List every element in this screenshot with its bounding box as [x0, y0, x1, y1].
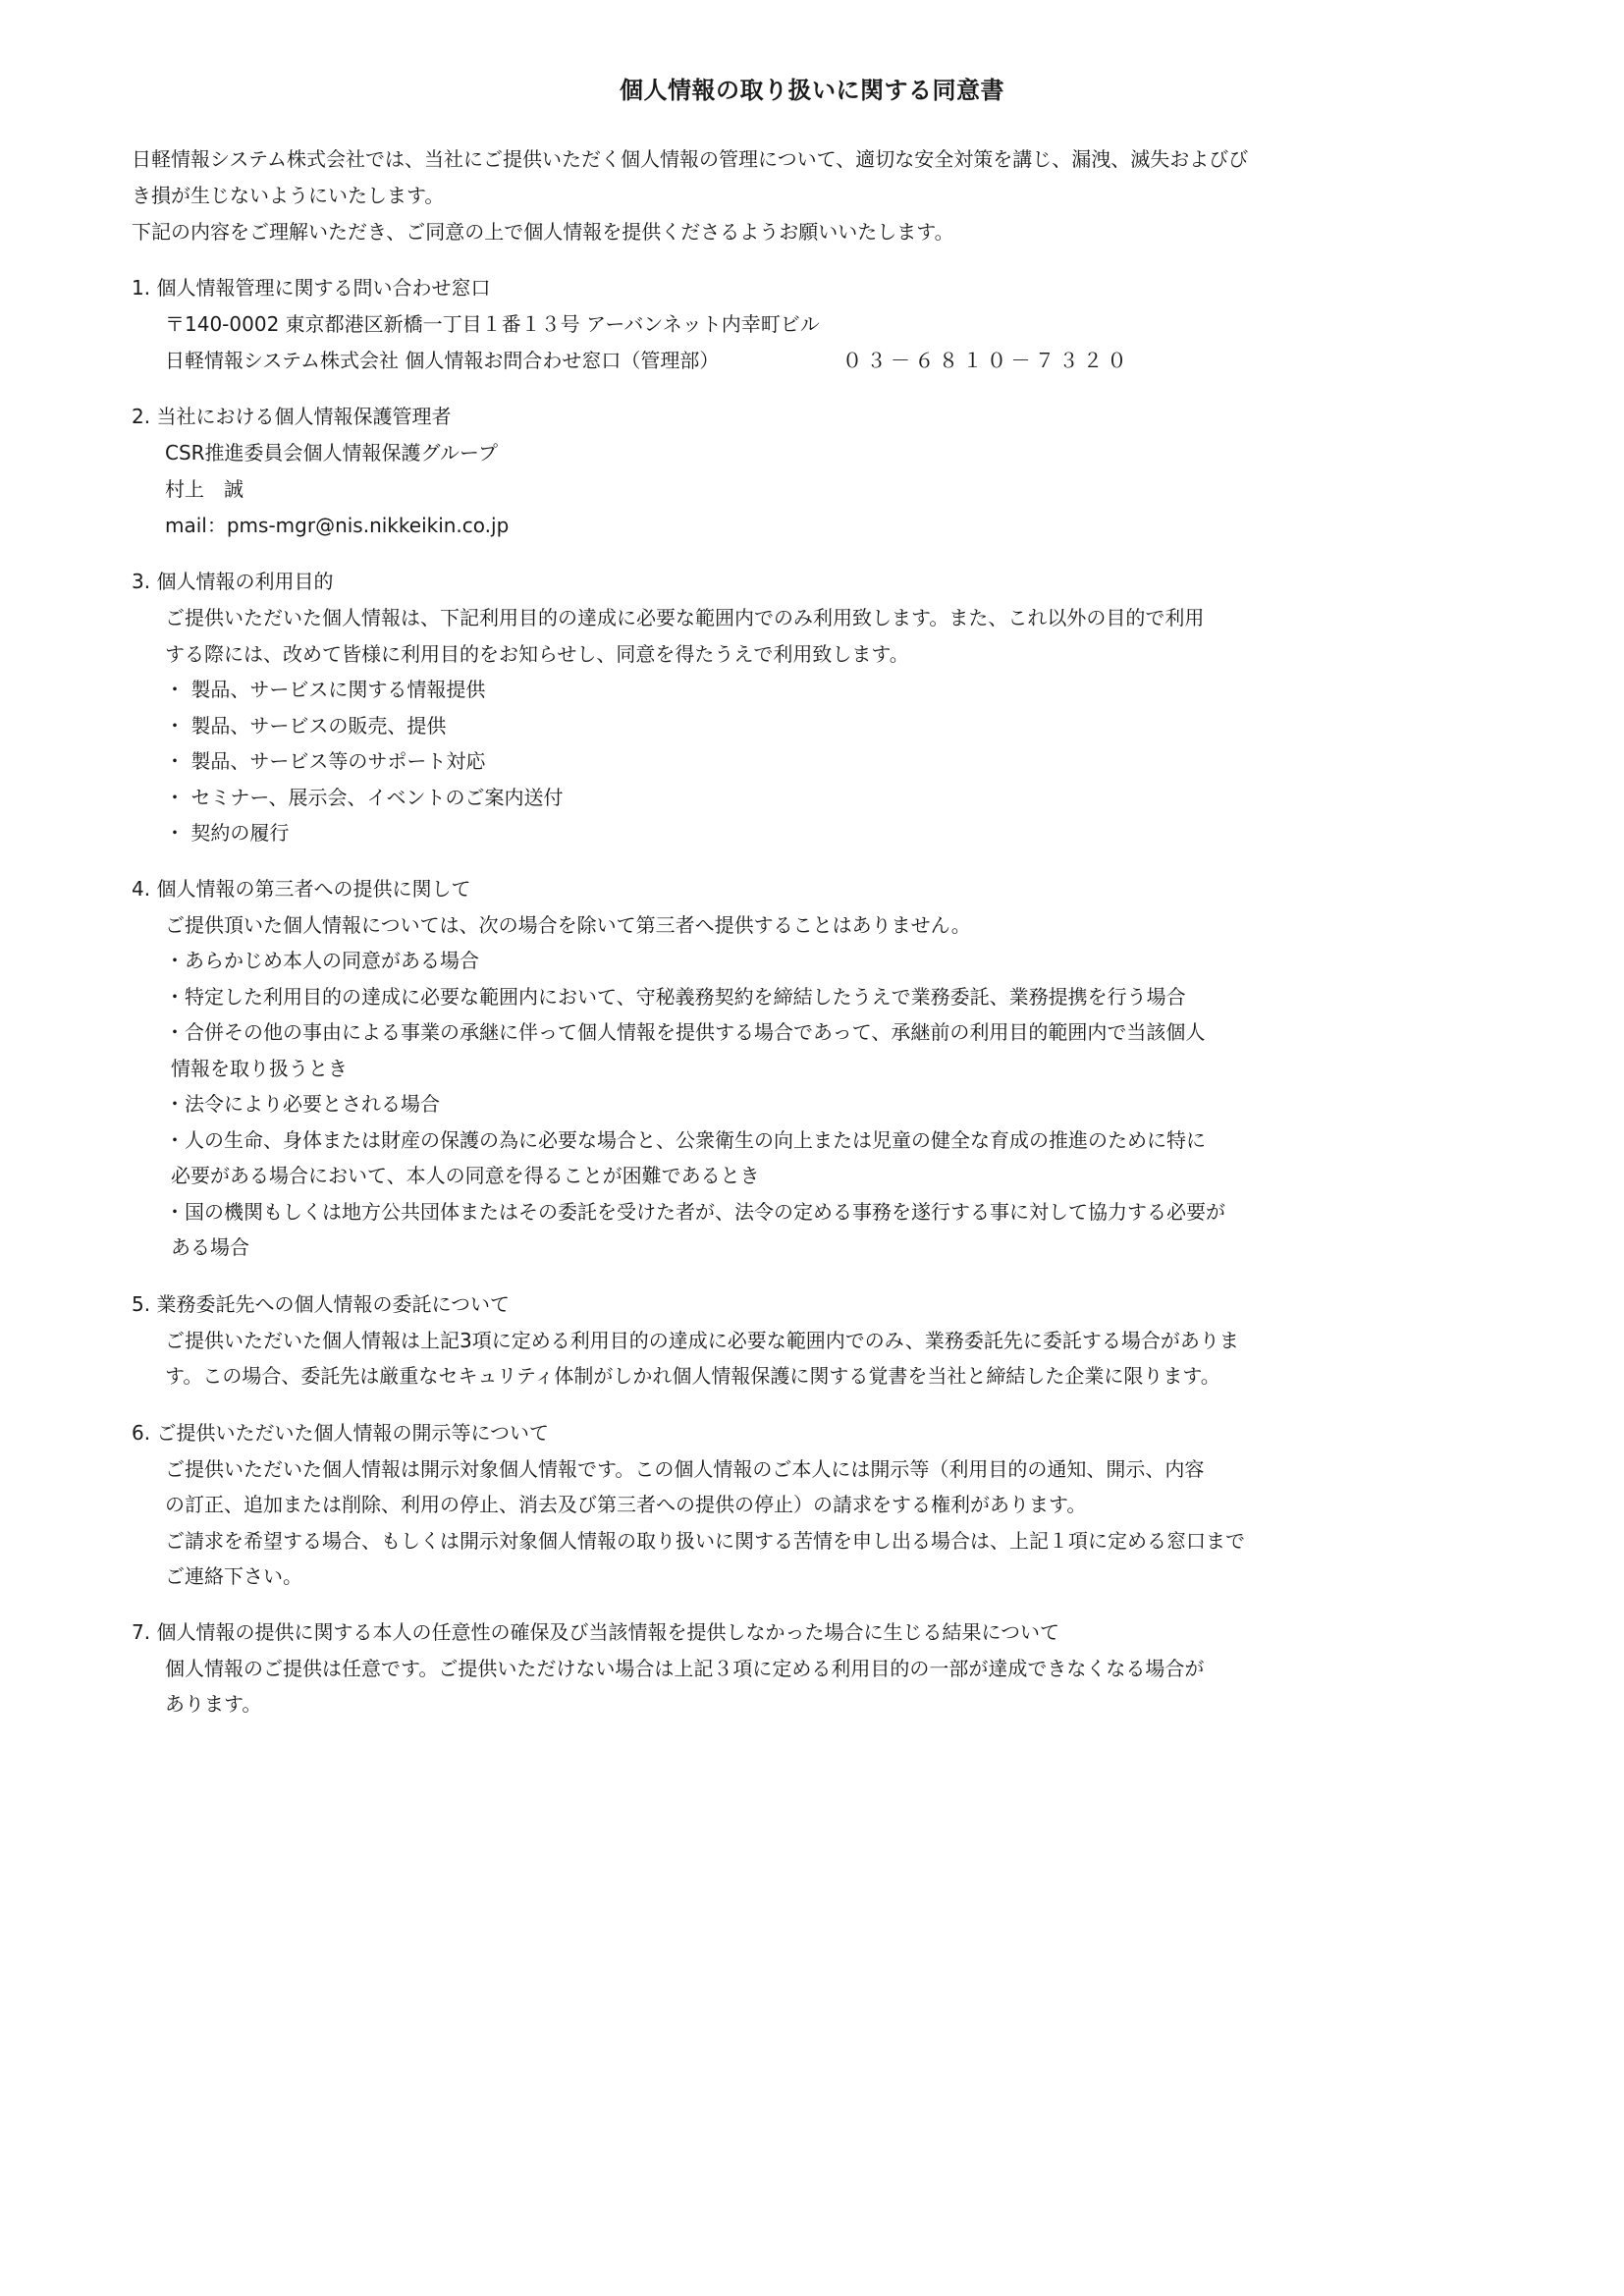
section-line: ご連絡下さい。 [165, 1564, 302, 1588]
disclosure-list-item: ・人の生命、身体または財産の保護の為に必要な場合と、公衆衛生の向上または児童の健全な育成の推進のために特に [165, 1128, 1206, 1152]
disclosure-list-item-cont: ある場合 [171, 1235, 249, 1259]
section-heading: 4. 個人情報の第三者への提供に関して [132, 877, 471, 901]
section-line: ご提供いただいた個人情報は、下記利用目的の達成に必要な範囲内でのみ利用致します。また、これ以外の目的で利用 [165, 606, 1205, 629]
section-line: あります。 [165, 1692, 262, 1716]
section-heading: 1. 個人情報管理に関する問い合わせ窓口 [132, 276, 491, 300]
section-heading: 3. 個人情報の利用目的 [132, 570, 334, 593]
disclosure-list-item: ・国の機関もしくは地方公共団体またはその委託を受けた者が、法令の定める事務を遂行する事に対して協力する必要が [165, 1200, 1225, 1224]
section-heading: 6. ご提供いただいた個人情報の開示等について [132, 1421, 550, 1445]
intro-line: 日軽情報システム株式会社では、当社にご提供いただく個人情報の管理について、適切な安全対策を講じ、漏洩、滅失およびび [132, 147, 1249, 171]
purpose-list-item: ・ 製品、サービス等のサポート対応 [165, 749, 486, 773]
section-line: ご提供頂いた個人情報については、次の場合を除いて第三者へ提供することはありません。 [165, 913, 971, 937]
purpose-list-item: ・ 製品、サービスの販売、提供 [165, 714, 447, 738]
disclosure-list-item: ・あらかじめ本人の同意がある場合 [165, 949, 479, 972]
section-heading: 7. 個人情報の提供に関する本人の任意性の確保及び当該情報を提供しなかった場合に生じる結果について [132, 1620, 1060, 1644]
document-title: 個人情報の取り扱いに関する同意書 [620, 77, 1004, 104]
section-heading: 5. 業務委託先への個人情報の委託について [132, 1292, 511, 1316]
disclosure-list-item: ・合併その他の事由による事業の承継に伴って個人情報を提供する場合であって、承継前の利用目的範囲内で当該個人 [165, 1020, 1206, 1044]
purpose-list-item: ・ 製品、サービスに関する情報提供 [165, 678, 486, 701]
section-line: する際には、改めて皆様に利用目的をお知らせし、同意を得たうえで利用致します。 [165, 642, 909, 666]
section-heading: 2. 当社における個人情報保護管理者 [132, 405, 452, 428]
section-line: 個人情報のご提供は任意です。ご提供いただけない場合は上記３項に定める利用目的の一部が達成できなくなる場合が [165, 1657, 1205, 1680]
disclosure-list-item-cont: 情報を取り扱うとき [171, 1057, 348, 1080]
disclosure-list-item-cont: 必要がある場合において、本人の同意を得ることが困難であるとき [171, 1164, 760, 1187]
intro-line: 下記の内容をご理解いただき、ご同意の上で個人情報を提供くださるようお願いいたします。 [132, 220, 954, 244]
section-line: CSR推進委員会個人情報保護グループ [165, 441, 498, 465]
section-line: 〒140-0002 東京都港区新橋一丁目１番１３号 アーバンネット内幸町ビル [165, 312, 820, 336]
disclosure-list-item: ・法令により必要とされる場合 [165, 1092, 440, 1116]
section-line: ご請求を希望する場合、もしくは開示対象個人情報の取り扱いに関する苦情を申し出る場合は、上記１項に定める窓口まで [165, 1529, 1245, 1553]
purpose-list-item: ・ 契約の履行 [165, 821, 290, 845]
section-line: ご提供いただいた個人情報は開示対象個人情報です。この個人情報のご本人には開示等（利用目的の通知、開示、内容 [165, 1457, 1205, 1481]
contact-email: mail：pms-mgr@nis.nikkeikin.co.jp [165, 514, 510, 537]
disclosure-list-item: ・特定した利用目的の達成に必要な範囲内において、守秘義務契約を締結したうえで業務委託、業務提携を行う場合 [165, 985, 1186, 1009]
section-line: 村上 誠 [165, 477, 244, 501]
intro-line: き損が生じないようにいたします。 [132, 184, 445, 207]
section-line: ご提供いただいた個人情報は上記3項に定める利用目的の達成に必要な範囲内でのみ、業務委託先に委託する場合がありま [165, 1329, 1239, 1352]
section-line: 日軽情報システム株式会社 個人情報お問合わせ窓口（管理部） [165, 349, 720, 372]
section-line: の訂正、追加または削除、利用の停止、消去及び第三者への提供の停止）の請求をする権利があります。 [165, 1493, 1087, 1516]
purpose-list-item: ・ セミナー、展示会、イベントのご案内送付 [165, 786, 564, 809]
section-line: す。この場合、委託先は厳重なセキュリティ体制がしかれ個人情報保護に関する覚書を当社と締結した企業に限ります。 [165, 1364, 1220, 1388]
contact-phone: ０３－６８１０－７３２０ [842, 349, 1131, 372]
